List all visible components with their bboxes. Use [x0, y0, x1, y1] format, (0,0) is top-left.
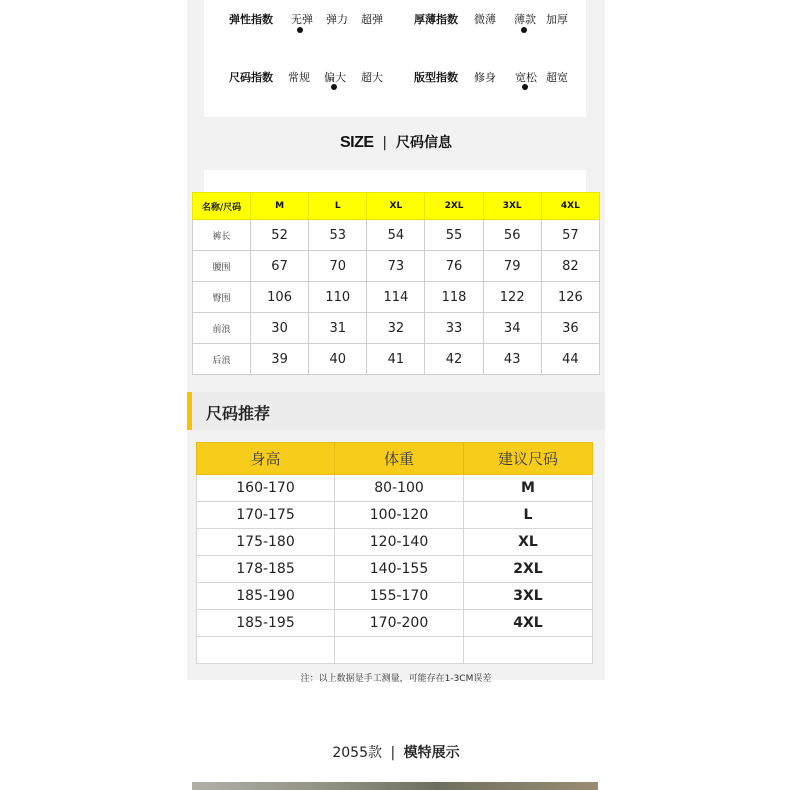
thickness-label: 厚薄指数 — [414, 13, 458, 26]
table-cell: 57 — [541, 220, 599, 251]
table-row — [193, 220, 600, 251]
header-cell: M — [251, 193, 309, 220]
table-cell: 122 — [483, 282, 541, 313]
size-cell: M — [464, 475, 593, 502]
table-cell: 114 — [367, 282, 425, 313]
table-row — [193, 282, 600, 313]
table-cell: 70 — [309, 251, 367, 282]
measurement-note: 注：以上数据是手工测量，可能存在1-3CM误差 — [300, 674, 492, 684]
table-cell: 118 — [425, 282, 483, 313]
row-name: 后浪 — [193, 344, 251, 375]
height-cell: 178-185 — [197, 556, 335, 583]
height-cell: 185-195 — [197, 610, 335, 637]
table-row — [197, 529, 593, 556]
table-cell: 110 — [309, 282, 367, 313]
header-cell: XL — [367, 193, 425, 220]
row-name: 裤长 — [193, 220, 251, 251]
recommend-table-header — [197, 443, 593, 475]
table-cell: 52 — [251, 220, 309, 251]
size-cell: 4XL — [464, 610, 593, 637]
size-cell: 3XL — [464, 583, 593, 610]
table-row — [197, 556, 593, 583]
table-cell: 43 — [483, 344, 541, 375]
table-cell: 40 — [309, 344, 367, 375]
table-cell: 39 — [251, 344, 309, 375]
model-title-separator: | — [390, 745, 396, 761]
header-cell: 体重 — [335, 443, 464, 475]
table-cell: 41 — [367, 344, 425, 375]
weight-cell: 100-120 — [335, 502, 464, 529]
height-cell — [197, 637, 335, 664]
thickness-selected-dot — [521, 27, 527, 33]
table-top-strip — [204, 170, 586, 192]
size-title-separator: | — [382, 135, 388, 151]
size-index-option: 超大 — [361, 71, 383, 84]
table-cell: 44 — [541, 344, 599, 375]
fit-label: 版型指数 — [414, 71, 458, 84]
model-photo — [192, 782, 598, 790]
size-cell: XL — [464, 529, 593, 556]
thickness-option: 加厚 — [546, 13, 568, 26]
fit-option: 修身 — [474, 71, 496, 84]
header-cell: 名称/尺码 — [193, 193, 251, 220]
size-table — [192, 192, 600, 375]
row-name: 前浪 — [193, 313, 251, 344]
table-cell: 67 — [251, 251, 309, 282]
weight-cell — [335, 637, 464, 664]
height-cell: 170-175 — [197, 502, 335, 529]
model-code: 2055款 — [332, 745, 382, 761]
recommend-table — [196, 442, 593, 664]
weight-cell: 170-200 — [335, 610, 464, 637]
size-cell — [464, 637, 593, 664]
table-cell: 36 — [541, 313, 599, 344]
header-cell: L — [309, 193, 367, 220]
row-name: 臀围 — [193, 282, 251, 313]
size-cell: 2XL — [464, 556, 593, 583]
height-cell: 185-190 — [197, 583, 335, 610]
fit-option: 宽松 — [515, 71, 537, 84]
size-title-cn: 尺码信息 — [396, 135, 453, 151]
size-index-option: 偏大 — [324, 71, 346, 84]
size-index-label: 尺码指数 — [229, 71, 273, 84]
table-row — [197, 502, 593, 529]
weight-cell: 140-155 — [335, 556, 464, 583]
elasticity-option: 弹力 — [326, 13, 348, 26]
recommend-title: 尺码推荐 — [206, 404, 271, 423]
table-cell: 53 — [309, 220, 367, 251]
row-name: 腰围 — [193, 251, 251, 282]
header-cell: 2XL — [425, 193, 483, 220]
fit-selected-dot — [522, 84, 528, 90]
thickness-option: 微薄 — [474, 13, 496, 26]
elasticity-option: 超弹 — [361, 13, 383, 26]
table-cell: 126 — [541, 282, 599, 313]
model-title-text: 模特展示 — [403, 745, 460, 761]
table-cell: 79 — [483, 251, 541, 282]
table-cell: 34 — [483, 313, 541, 344]
weight-cell: 155-170 — [335, 583, 464, 610]
size-table-header — [193, 193, 600, 220]
table-row — [197, 583, 593, 610]
thickness-option: 薄款 — [514, 13, 536, 26]
table-cell: 54 — [367, 220, 425, 251]
elasticity-option: 无弹 — [291, 13, 313, 26]
header-cell: 建议尺码 — [464, 443, 593, 475]
table-cell: 106 — [251, 282, 309, 313]
header-cell: 身高 — [197, 443, 335, 475]
table-cell: 42 — [425, 344, 483, 375]
weight-cell: 120-140 — [335, 529, 464, 556]
table-cell: 31 — [309, 313, 367, 344]
recommend-accent-bar — [187, 392, 192, 430]
size-section-title — [187, 132, 605, 152]
table-cell: 32 — [367, 313, 425, 344]
table-cell: 73 — [367, 251, 425, 282]
header-cell: 3XL — [483, 193, 541, 220]
size-index-option: 常规 — [288, 71, 310, 84]
size-title-en: SIZE — [339, 134, 374, 151]
model-section-title — [187, 742, 605, 762]
table-row — [193, 344, 600, 375]
table-row — [193, 251, 600, 282]
table-row — [197, 475, 593, 502]
table-row — [197, 610, 593, 637]
height-cell: 160-170 — [197, 475, 335, 502]
table-cell: 33 — [425, 313, 483, 344]
table-cell: 30 — [251, 313, 309, 344]
size-cell: L — [464, 502, 593, 529]
table-cell: 56 — [483, 220, 541, 251]
weight-cell: 80-100 — [335, 475, 464, 502]
elasticity-label: 弹性指数 — [229, 13, 273, 26]
table-row — [193, 313, 600, 344]
table-cell: 82 — [541, 251, 599, 282]
table-row — [197, 637, 593, 664]
fit-option: 超宽 — [546, 71, 568, 84]
size-index-selected-dot — [331, 84, 337, 90]
table-cell: 55 — [425, 220, 483, 251]
header-cell: 4XL — [541, 193, 599, 220]
height-cell: 175-180 — [197, 529, 335, 556]
table-cell: 76 — [425, 251, 483, 282]
elasticity-selected-dot — [297, 27, 303, 33]
